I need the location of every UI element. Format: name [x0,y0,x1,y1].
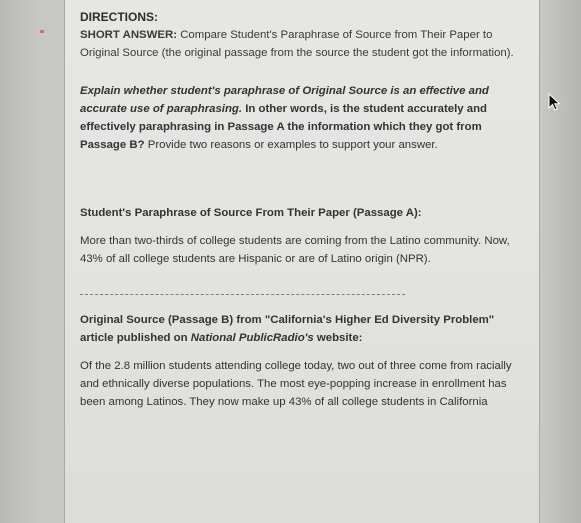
passage-a-text: More than two-thirds of college students are coming from the Latino community. Now, 43% of all college students are Hispanic or are of Latino origin (NPR). [80,235,510,265]
mouse-pointer-icon [548,93,562,111]
explain-italic-text: Explain whether student's paraphrase of Original Source is an effective and accurate use of paraphrasing. [80,85,489,115]
dashed-divider [80,294,405,295]
screen-artifact [40,30,44,33]
short-answer-paragraph [80,26,529,62]
passage-b-heading [80,311,529,347]
explain-bold-text: In other words, is the student accurately and effectively paraphrasing in Passage A the information which they got from Passage B? [80,103,488,151]
passage-b-text: Of the 2.8 million students attending college today, two out of three come from racially and ethnically diverse populations. The most eye-popping increase in enrollment has been among Latinos. They now make up 43% of all college students in California [80,360,512,408]
short-answer-label: SHORT ANSWER: [80,29,178,41]
explain-paragraph [80,82,529,154]
passage-b-heading-italic: National PublicRadio's [190,332,314,344]
passage-b-heading-end: website: [313,332,363,344]
directions-heading: DIRECTIONS: [80,10,158,24]
short-answer-text: Compare Student's Paraphrase of Source from Their Paper to Original Source (the original passage from the source the student got the information). [80,29,514,59]
document-page [64,0,540,523]
passage-b-heading-start: Original Source (Passage B) from "California's Higher Ed Diversity Problem" article published on [80,314,495,344]
explain-plain-text: Provide two reasons or examples to support your answer. [144,139,438,151]
passage-a-heading: Student's Paraphrase of Source From Their Paper (Passage A): [80,207,422,219]
